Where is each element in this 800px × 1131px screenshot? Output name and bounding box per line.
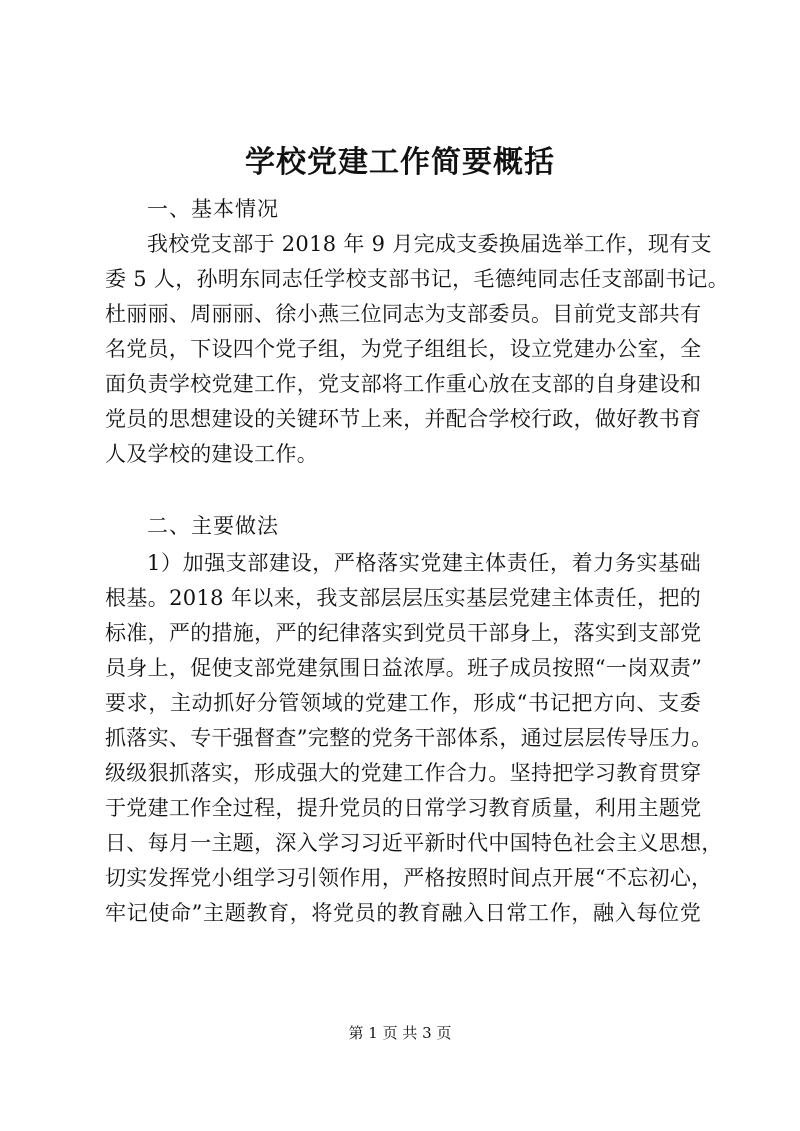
page-number-footer: 第 1 页 共 3 页 <box>348 1024 452 1042</box>
paragraph-line: 抓落实、专干强督查”完整的党务干部体系，通过层层传导压力。 <box>105 726 713 750</box>
paragraph-line: 面负责学校党建工作，党支部将工作重心放在支部的自身建设和 <box>105 372 702 396</box>
document-title: 学校党建工作简要概括 <box>245 145 555 180</box>
paragraph-line: 于党建工作全过程，提升党员的日常学习教育质量，利用主题党 <box>105 796 702 820</box>
paragraph-line: 员身上，促使支部党建氛围日益浓厚。班子成员按照“一岗双责” <box>105 656 703 680</box>
paragraph-line: 根基。2018 年以来，我支部层层压实基层党建主体责任，把的 <box>105 586 701 610</box>
paragraph-basic-situation <box>105 227 730 472</box>
section-heading-main-practices: 二、主要做法 <box>147 514 279 538</box>
paragraph-line: 牢记使命”主题教育，将党员的教育融入日常工作，融入每位党 <box>105 901 701 925</box>
paragraph-line: 级级狠抓落实，形成强大的党建工作合力。坚持把学习教育贯穿 <box>105 761 702 785</box>
paragraph-line: 杜丽丽、周丽丽、徐小燕三位同志为支部委员。目前党支部共有 <box>105 302 702 326</box>
paragraph-line: 切实发挥党小组学习引领作用，严格按照时间点开展“不忘初心， <box>105 866 713 890</box>
paragraph-line: 要求，主动抓好分管领域的党建工作，形成“书记把方向、支委 <box>105 691 701 715</box>
paragraph-line: 党员的思想建设的关键环节上来，并配合学校行政，做好教书育 <box>105 407 702 431</box>
paragraph-line: 1）加强支部建设，严格落实党建主体责任，着力务实基础 <box>147 551 701 575</box>
section-heading-basic-situation: 一、基本情况 <box>147 197 279 221</box>
paragraph-line: 我校党支部于 2018 年 9 月完成支委换届选举工作，现有支 <box>147 232 712 256</box>
paragraph-line: 委 5 人，孙明东同志任学校支部书记，毛德纯同志任支部副书记。 <box>105 267 730 291</box>
paragraph-line: 名党员，下设四个党子组，为党子组组长，设立党建办公室，全 <box>105 337 702 361</box>
paragraph-line: 标准，严的措施，严的纪律落实到党员干部身上，落实到支部党 <box>105 621 702 645</box>
paragraph-main-practices <box>105 546 723 931</box>
paragraph-line: 人及学校的建设工作。 <box>105 442 318 466</box>
paragraph-line: 日、每月一主题，深入学习习近平新时代中国特色社会主义思想， <box>105 831 723 855</box>
